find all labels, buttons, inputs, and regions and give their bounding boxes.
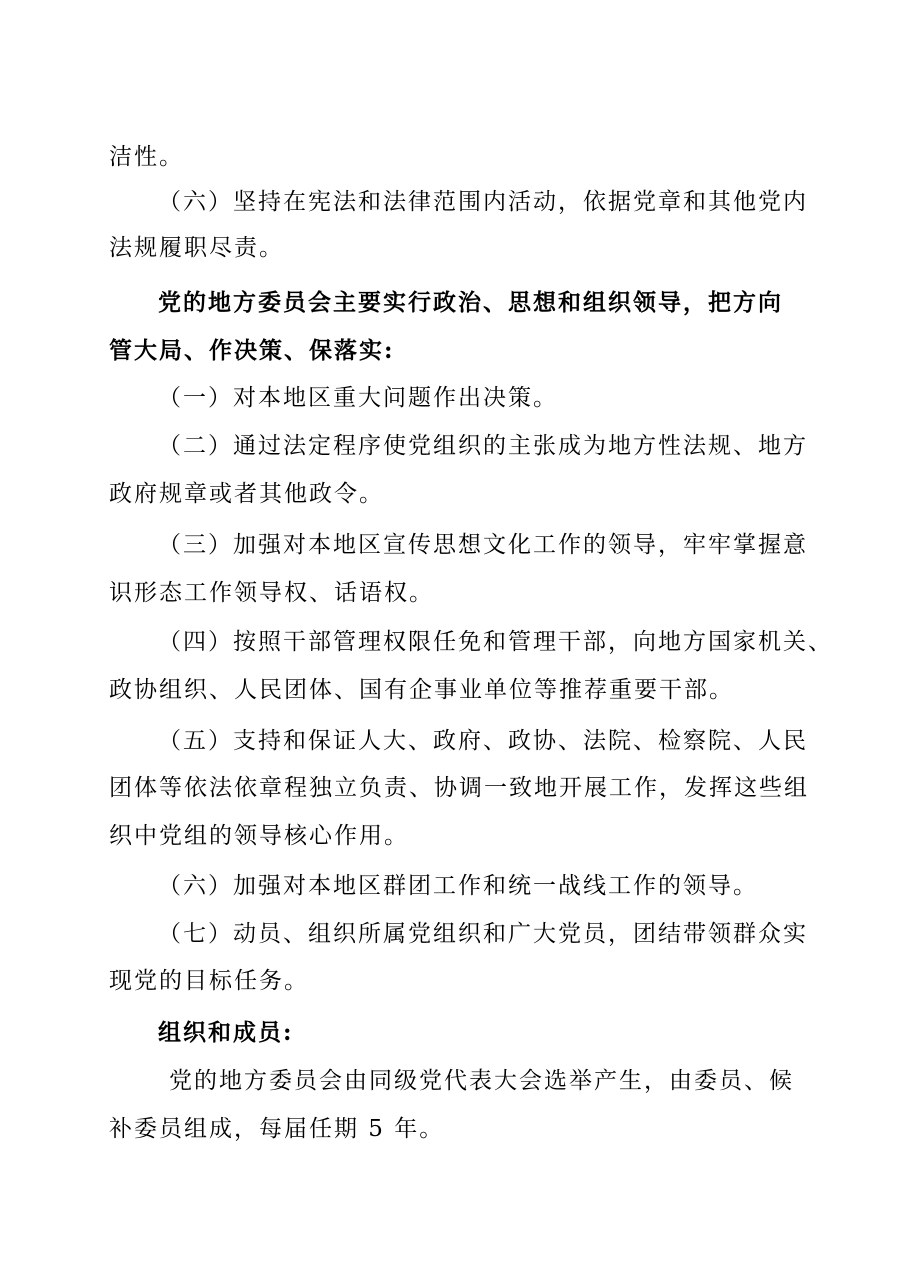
text-line: （六）加强对本地区群团工作和统一战线工作的领导。: [158, 873, 758, 899]
text-line: （一）对本地区重大问题作出决策。: [158, 385, 558, 411]
text-line: （四）按照干部管理权限任免和管理干部，向地方国家机关、: [158, 629, 833, 655]
text-line: 织中党组的领导核心作用。: [109, 823, 409, 849]
section-heading: 组织和成员:: [158, 1019, 294, 1046]
section-heading: 党的地方委员会主要实行政治、思想和组织领导，把方向: [158, 289, 783, 316]
text-line: 补委员组成，每届任期 5 年。: [109, 1116, 445, 1142]
text-line: （二）通过法定程序使党组织的主张成为地方性法规、地方: [158, 433, 808, 459]
text-line: 现党的目标任务。: [109, 968, 309, 994]
text-line: 政府规章或者其他政令。: [109, 481, 384, 507]
section-heading: 管大局、作决策、保落实:: [109, 337, 395, 364]
text-line: （七）动员、组织所属党组织和广大党员，团结带领群众实: [158, 921, 808, 947]
text-line: 识形态工作领导权、话语权。: [109, 580, 434, 606]
text-line: （六）坚持在宪法和法律范围内活动，依据党章和其他党内: [158, 189, 808, 215]
text-line: 政协组织、人民团体、国有企事业单位等推荐重要干部。: [109, 677, 734, 703]
text-line: 党的地方委员会由同级党代表大会选举产生，由委员、候: [169, 1068, 794, 1094]
text-line: 洁性。: [109, 144, 184, 170]
text-line: （五）支持和保证人大、政府、政协、法院、检察院、人民: [158, 728, 808, 754]
text-line: 团体等依法依章程独立负责、协调一致地开展工作，发挥这些组: [109, 775, 809, 801]
text-line: （三）加强对本地区宣传思想文化工作的领导，牢牢掌握意: [158, 532, 808, 558]
text-line: 法规履职尽责。: [109, 235, 284, 261]
